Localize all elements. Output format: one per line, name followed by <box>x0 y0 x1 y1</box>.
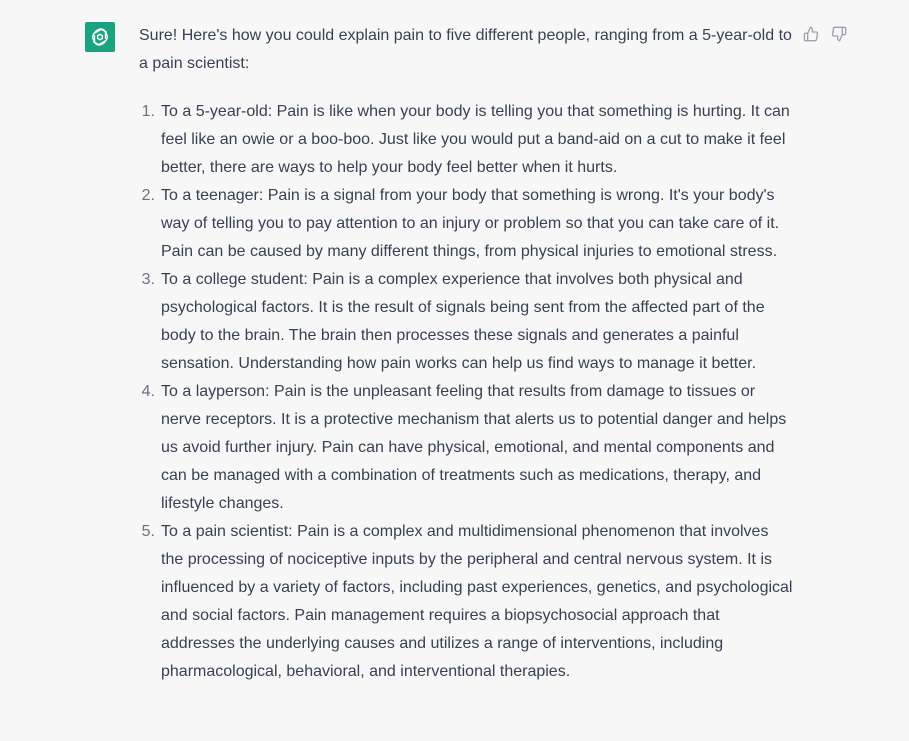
list-item-text: To a 5-year-old: Pain is like when your body is telling you that something is hurting. It can feel like an owie or a boo-boo. Just like you would put a band-aid on a cut to make it feel better, there are ways to help your body feel better when it hurts. <box>161 103 790 176</box>
list-item <box>141 518 795 686</box>
list-item-number: 4. <box>141 383 155 400</box>
thumbs-down-icon <box>831 26 847 42</box>
list-item <box>141 98 795 182</box>
list-item-text: To a pain scientist: Pain is a complex and multidimensional phenomenon that involves the processing of nociceptive inputs by the peripheral and central nervous system. It is influenced by a variety of factors, including past experiences, genetics, and psychological and social factors. Pain management requires a biopsychosocial approach that addresses the underlying causes and utilizes a range of interventions, including pharmacological, behavioral, and interventional therapies. <box>161 523 793 680</box>
explanation-list <box>139 98 795 686</box>
list-item-text: To a teenager: Pain is a signal from your body that something is wrong. It's your body's way of telling you to pay attention to an injury or problem so that you can take care of it. Pain can be caused by many different things, from physical injuries to emotional stress. <box>161 187 780 260</box>
list-item <box>141 182 795 266</box>
list-item-number: 5. <box>141 523 155 540</box>
message-content <box>139 22 795 686</box>
thumbs-up-button[interactable] <box>803 25 819 43</box>
list-item-text: To a layperson: Pain is the unpleasant feeling that results from damage to tissues or nerve receptors. It is a protective mechanism that alerts us to potential danger and helps us avoid further injury. Pain can have physical, emotional, and mental components and can be managed with a combination of treatments such as medications, therapy, and lifestyle changes. <box>161 383 787 512</box>
thumbs-down-button[interactable] <box>831 25 847 43</box>
list-item <box>141 266 795 378</box>
thumbs-up-icon <box>803 26 819 42</box>
list-item <box>141 378 795 518</box>
list-item-number: 1. <box>141 103 155 120</box>
list-item-text: To a college student: Pain is a complex experience that involves both physical and psychological factors. It is the result of signals being sent from the affected part of the body to the brain. The brain then processes these signals and generates a painful sensation. Understanding how pain works can help us find ways to manage it better. <box>161 271 765 372</box>
intro-text: Sure! Here's how you could explain pain to five different people, ranging from a 5-year-old to a pain scientist: <box>139 27 792 72</box>
list-item-number: 3. <box>141 271 155 288</box>
list-item-number: 2. <box>141 187 155 204</box>
assistant-avatar <box>85 22 115 52</box>
openai-logo-icon <box>89 26 111 48</box>
feedback-actions <box>803 25 847 43</box>
